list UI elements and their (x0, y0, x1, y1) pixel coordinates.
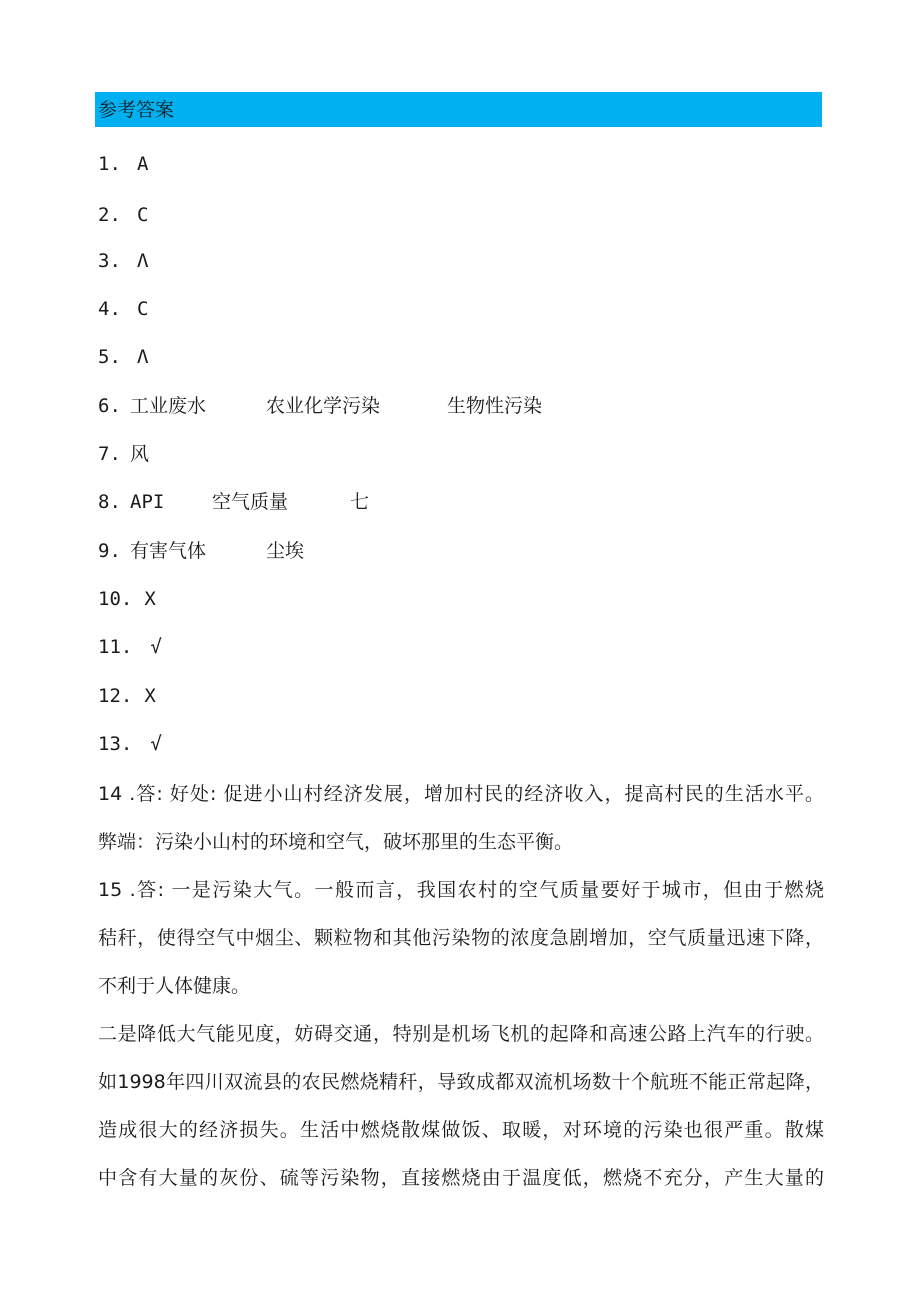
answer-number: 4. (98, 298, 121, 320)
answer-8 (98, 489, 121, 515)
answer-number: 2. (98, 204, 121, 226)
answer-15-line-6 (98, 1117, 824, 1143)
answer-number: 5. (98, 346, 121, 368)
answer-8-item-2: 空气质量 (212, 491, 289, 513)
answer-number: 6. (98, 395, 121, 417)
answer-number: 13. (98, 733, 133, 755)
answer-15-line-5 (98, 1069, 824, 1095)
answer-14-text: 14 .答: 好处: 促进小山村经济发展，增加村民的经济收入，提高村民的生活水平。 (98, 783, 824, 805)
answer-15-text: 二是降低大气能见度，妨碍交通，特别是机场飞机的起降和高速公路上汽车的行驶。 (98, 1023, 824, 1045)
answer-15-line-1 (98, 877, 824, 903)
answer-value: X (144, 588, 156, 610)
answer-15-line-3 (98, 973, 824, 999)
answer-value: A (136, 153, 149, 175)
answer-number: 9. (98, 540, 121, 562)
answer-8-item-1: API (130, 491, 165, 513)
answer-14-text: 弊端：污染小山村的环境和空气，破坏那里的生态平衡。 (98, 831, 574, 853)
header-title: 参考答案 (98, 99, 175, 121)
answer-15-text: 如1998年四川双流县的农民燃烧精秆，导致成都双流机场数十个航班不能正常起降， (98, 1071, 824, 1093)
answer-value: Λ (136, 346, 149, 368)
answer-15-text: 不利于人体健康。 (98, 975, 251, 997)
answer-value: Λ (136, 250, 149, 272)
answer-11 (98, 634, 162, 660)
answer-9 (98, 538, 121, 564)
answer-15-text: 秸秆，使得空气中烟尘、颗粒物和其他污染物的浓度急剧增加，空气质量迅速下降， (98, 927, 824, 949)
answer-number: 1. (98, 153, 121, 175)
answer-6 (98, 393, 121, 419)
answer-8-item-3: 七 (350, 491, 370, 513)
answer-3 (98, 248, 148, 274)
answer-number: 3. (98, 250, 121, 272)
answer-15-text: 15 .答: 一是污染大气。一般而言，我国农村的空气质量要好于城市，但由于燃烧 (98, 879, 824, 901)
answer-number: 7. (98, 443, 121, 465)
answer-6-item-3: 生物性污染 (447, 395, 543, 417)
answer-5 (98, 344, 148, 370)
answer-15-line-4 (98, 1021, 824, 1047)
answer-10 (98, 586, 156, 612)
answer-6-item-1: 工业废水 (130, 395, 207, 417)
answer-15-line-7 (98, 1165, 824, 1191)
answer-12 (98, 683, 156, 709)
answer-value: C (136, 298, 149, 320)
answer-1 (98, 151, 148, 177)
answer-4 (98, 296, 148, 322)
answer-value: C (136, 204, 149, 226)
answer-2 (98, 202, 148, 228)
answer-15-line-2 (98, 925, 824, 951)
answer-number: 11. (98, 636, 133, 658)
answer-14-line-1 (98, 781, 824, 807)
answer-13 (98, 731, 162, 757)
answer-number: 10. (98, 588, 133, 610)
answer-value: √ (150, 636, 162, 658)
answer-6-item-2: 农业化学污染 (266, 395, 381, 417)
answer-15-text: 造成很大的经济损失。生活中燃烧散煤做饭、取暖，对环境的污染也很严重。散煤 (98, 1119, 824, 1141)
answer-key-header (95, 92, 822, 127)
answer-value: X (144, 685, 156, 707)
answer-14-line-2 (98, 829, 824, 855)
answer-7 (98, 441, 121, 467)
answer-value: √ (150, 733, 162, 755)
answer-number: 8. (98, 491, 121, 513)
answer-9-item-1: 有害气体 (130, 540, 207, 562)
answer-number: 12. (98, 685, 133, 707)
answer-15-text: 中含有大量的灰份、硫等污染物，直接燃烧由于温度低，燃烧不充分，产生大量的 (98, 1167, 824, 1189)
answer-9-item-2: 尘埃 (266, 540, 305, 562)
answer-7-item-1: 风 (130, 443, 150, 465)
